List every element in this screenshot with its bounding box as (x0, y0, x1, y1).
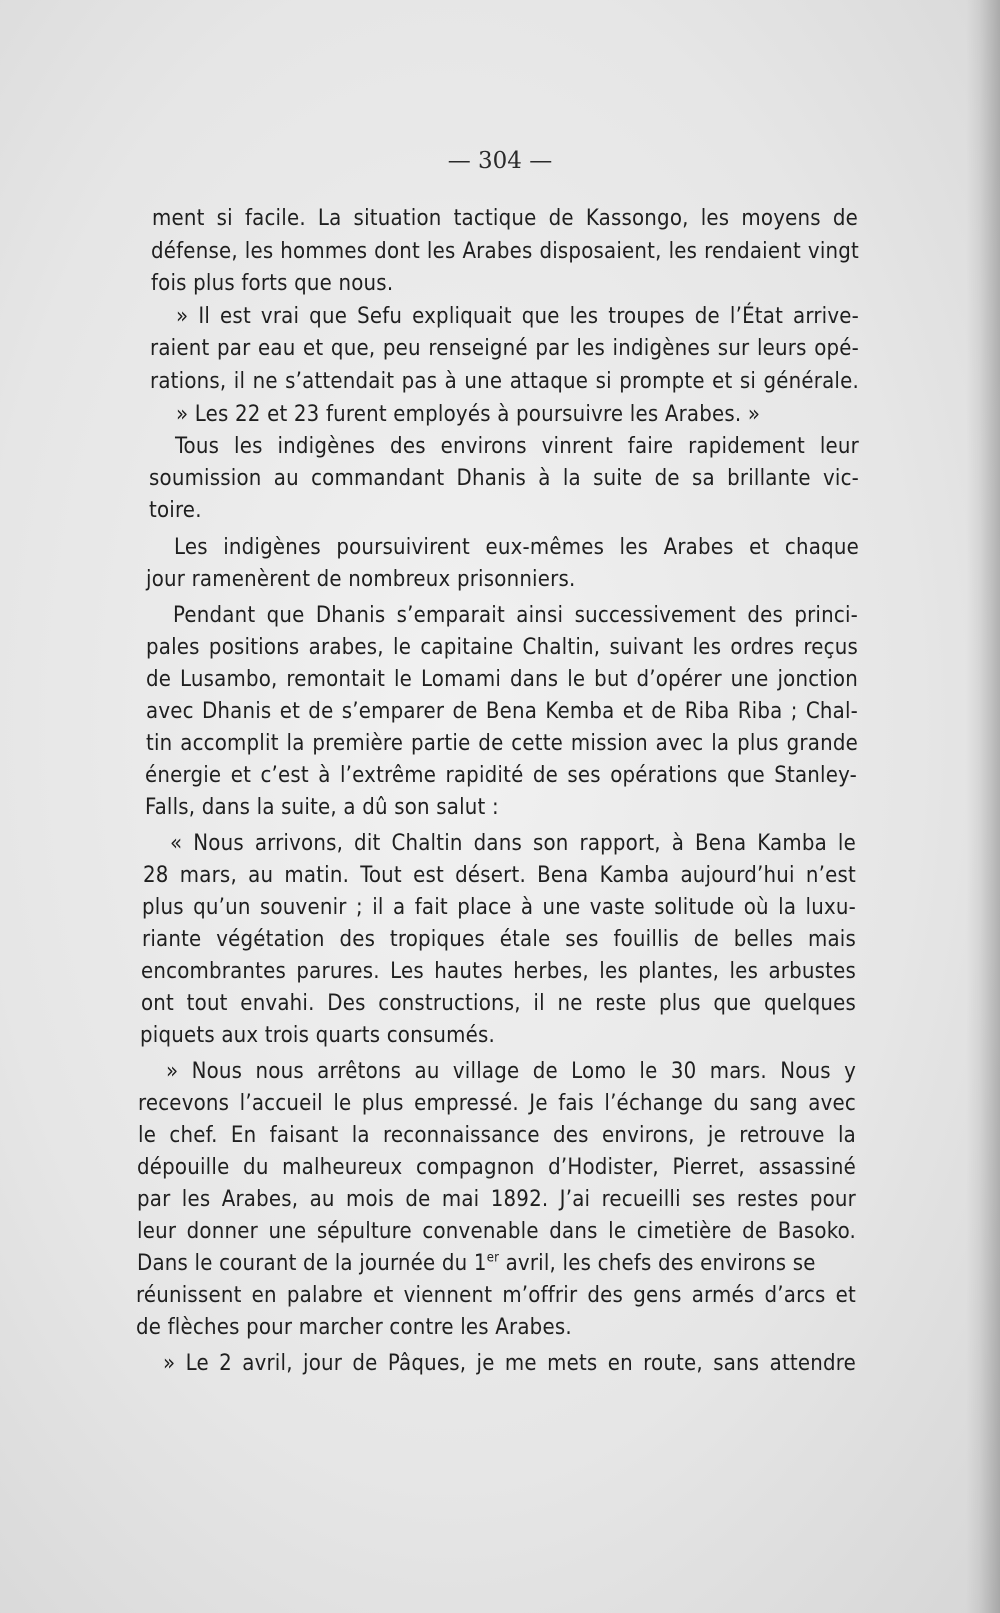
text-line: » Le 2 avril, jour de Pâques, je me mets en route, sans attendre (163, 1351, 856, 1376)
text-line: « Nous arrivons, dit Chaltin dans son rapport, à Bena Kamba le (170, 831, 856, 856)
text-line: rations, il ne s’attendait pas à une attaque si prompte et si générale. (150, 369, 859, 394)
text-line: avec Dhanis et de s’emparer de Bena Kemba et de Riba Riba ; Chal- (146, 699, 858, 724)
text-line: toire. (149, 498, 202, 523)
text-line: encombrantes parures. Les hautes herbes, les plantes, les arbustes (141, 959, 856, 984)
text-line: de flèches pour marcher contre les Arabes. (136, 1315, 572, 1340)
text-line: recevons l’accueil le plus empressé. Je fais l’échange du sang avec (138, 1091, 856, 1116)
text-line: par les Arabes, au mois de mai 1892. J’ai recueilli ses restes pour (137, 1187, 856, 1212)
text-line: réunissent en palabre et viennent m’offrir des gens armés d’arcs et (136, 1283, 856, 1308)
superscript: er (486, 1250, 500, 1266)
text-line: riante végétation des tropiques étale ses fouillis de belles mais (142, 927, 856, 952)
text-line: » Il est vrai que Sefu expliquait que les troupes de l’État arrive- (176, 304, 859, 329)
text-line: fois plus forts que nous. (151, 271, 394, 296)
text-line: » Les 22 et 23 furent employés à poursuivre les Arabes. » (176, 402, 761, 427)
text-line-start: Dans le courant de la journée du 1 (137, 1251, 487, 1276)
text-line: tin accomplit la première partie de cette mission avec la plus grande (146, 731, 858, 756)
text-line: pales positions arabes, le capitaine Chaltin, suivant les ordres reçus (146, 635, 858, 660)
text-line: leur donner une sépulture convenable dans le cimetière de Basoko. (137, 1219, 856, 1244)
text-line: piquets aux trois quarts consumés. (140, 1023, 495, 1048)
text-line: jour ramenèrent de nombreux prisonniers. (146, 567, 576, 592)
text-line: Pendant que Dhanis s’emparait ainsi successivement des princi- (173, 603, 858, 628)
text-line: Tous les indigènes des environs vinrent faire rapidement leur (175, 434, 859, 459)
text-line: défense, les hommes dont les Arabes disposaient, les rendaient vingt (151, 239, 859, 264)
text-line-tail: avril, les chefs des environs se (499, 1251, 816, 1276)
text-line: de Lusambo, remontait le Lomami dans le but d’opérer une jonction (146, 667, 858, 692)
text-line: énergie et c’est à l’extrême rapidité de ses opérations que Stanley- (145, 763, 857, 788)
text-line: Les indigènes poursuivirent eux-mêmes les Arabes et chaque (174, 535, 859, 560)
text-line: dépouille du malheureux compagnon d’Hodister, Pierret, assassiné (137, 1155, 856, 1180)
page-shadow-edge (966, 0, 1000, 1613)
text-line: » Nous nous arrêtons au village de Lomo le 30 mars. Nous y (166, 1059, 856, 1084)
text-line: ont tout envahi. Des constructions, il ne reste plus que quelques (141, 991, 856, 1016)
text-line-with-superscript (137, 1250, 856, 1278)
text-line: raient par eau et que, peu renseigné par les indigènes sur leurs opé- (150, 336, 859, 361)
text-line: le chef. En faisant la reconnaissance des environs, je retrouve la (138, 1123, 856, 1148)
text-line: Falls, dans la suite, a dû son salut : (145, 795, 499, 820)
text-line: 28 mars, au matin. Tout est désert. Bena Kamba aujourd’hui n’est (143, 863, 856, 888)
text-line: plus qu’un souvenir ; il a fait place à une vaste solitude où la luxu- (142, 895, 856, 920)
page-number: — 304 — (447, 148, 553, 174)
text-line: soumission au commandant Dhanis à la suite de sa brillante vic- (149, 466, 859, 491)
text-line: ment si facile. La situation tactique de Kassongo, les moyens de (152, 206, 858, 231)
